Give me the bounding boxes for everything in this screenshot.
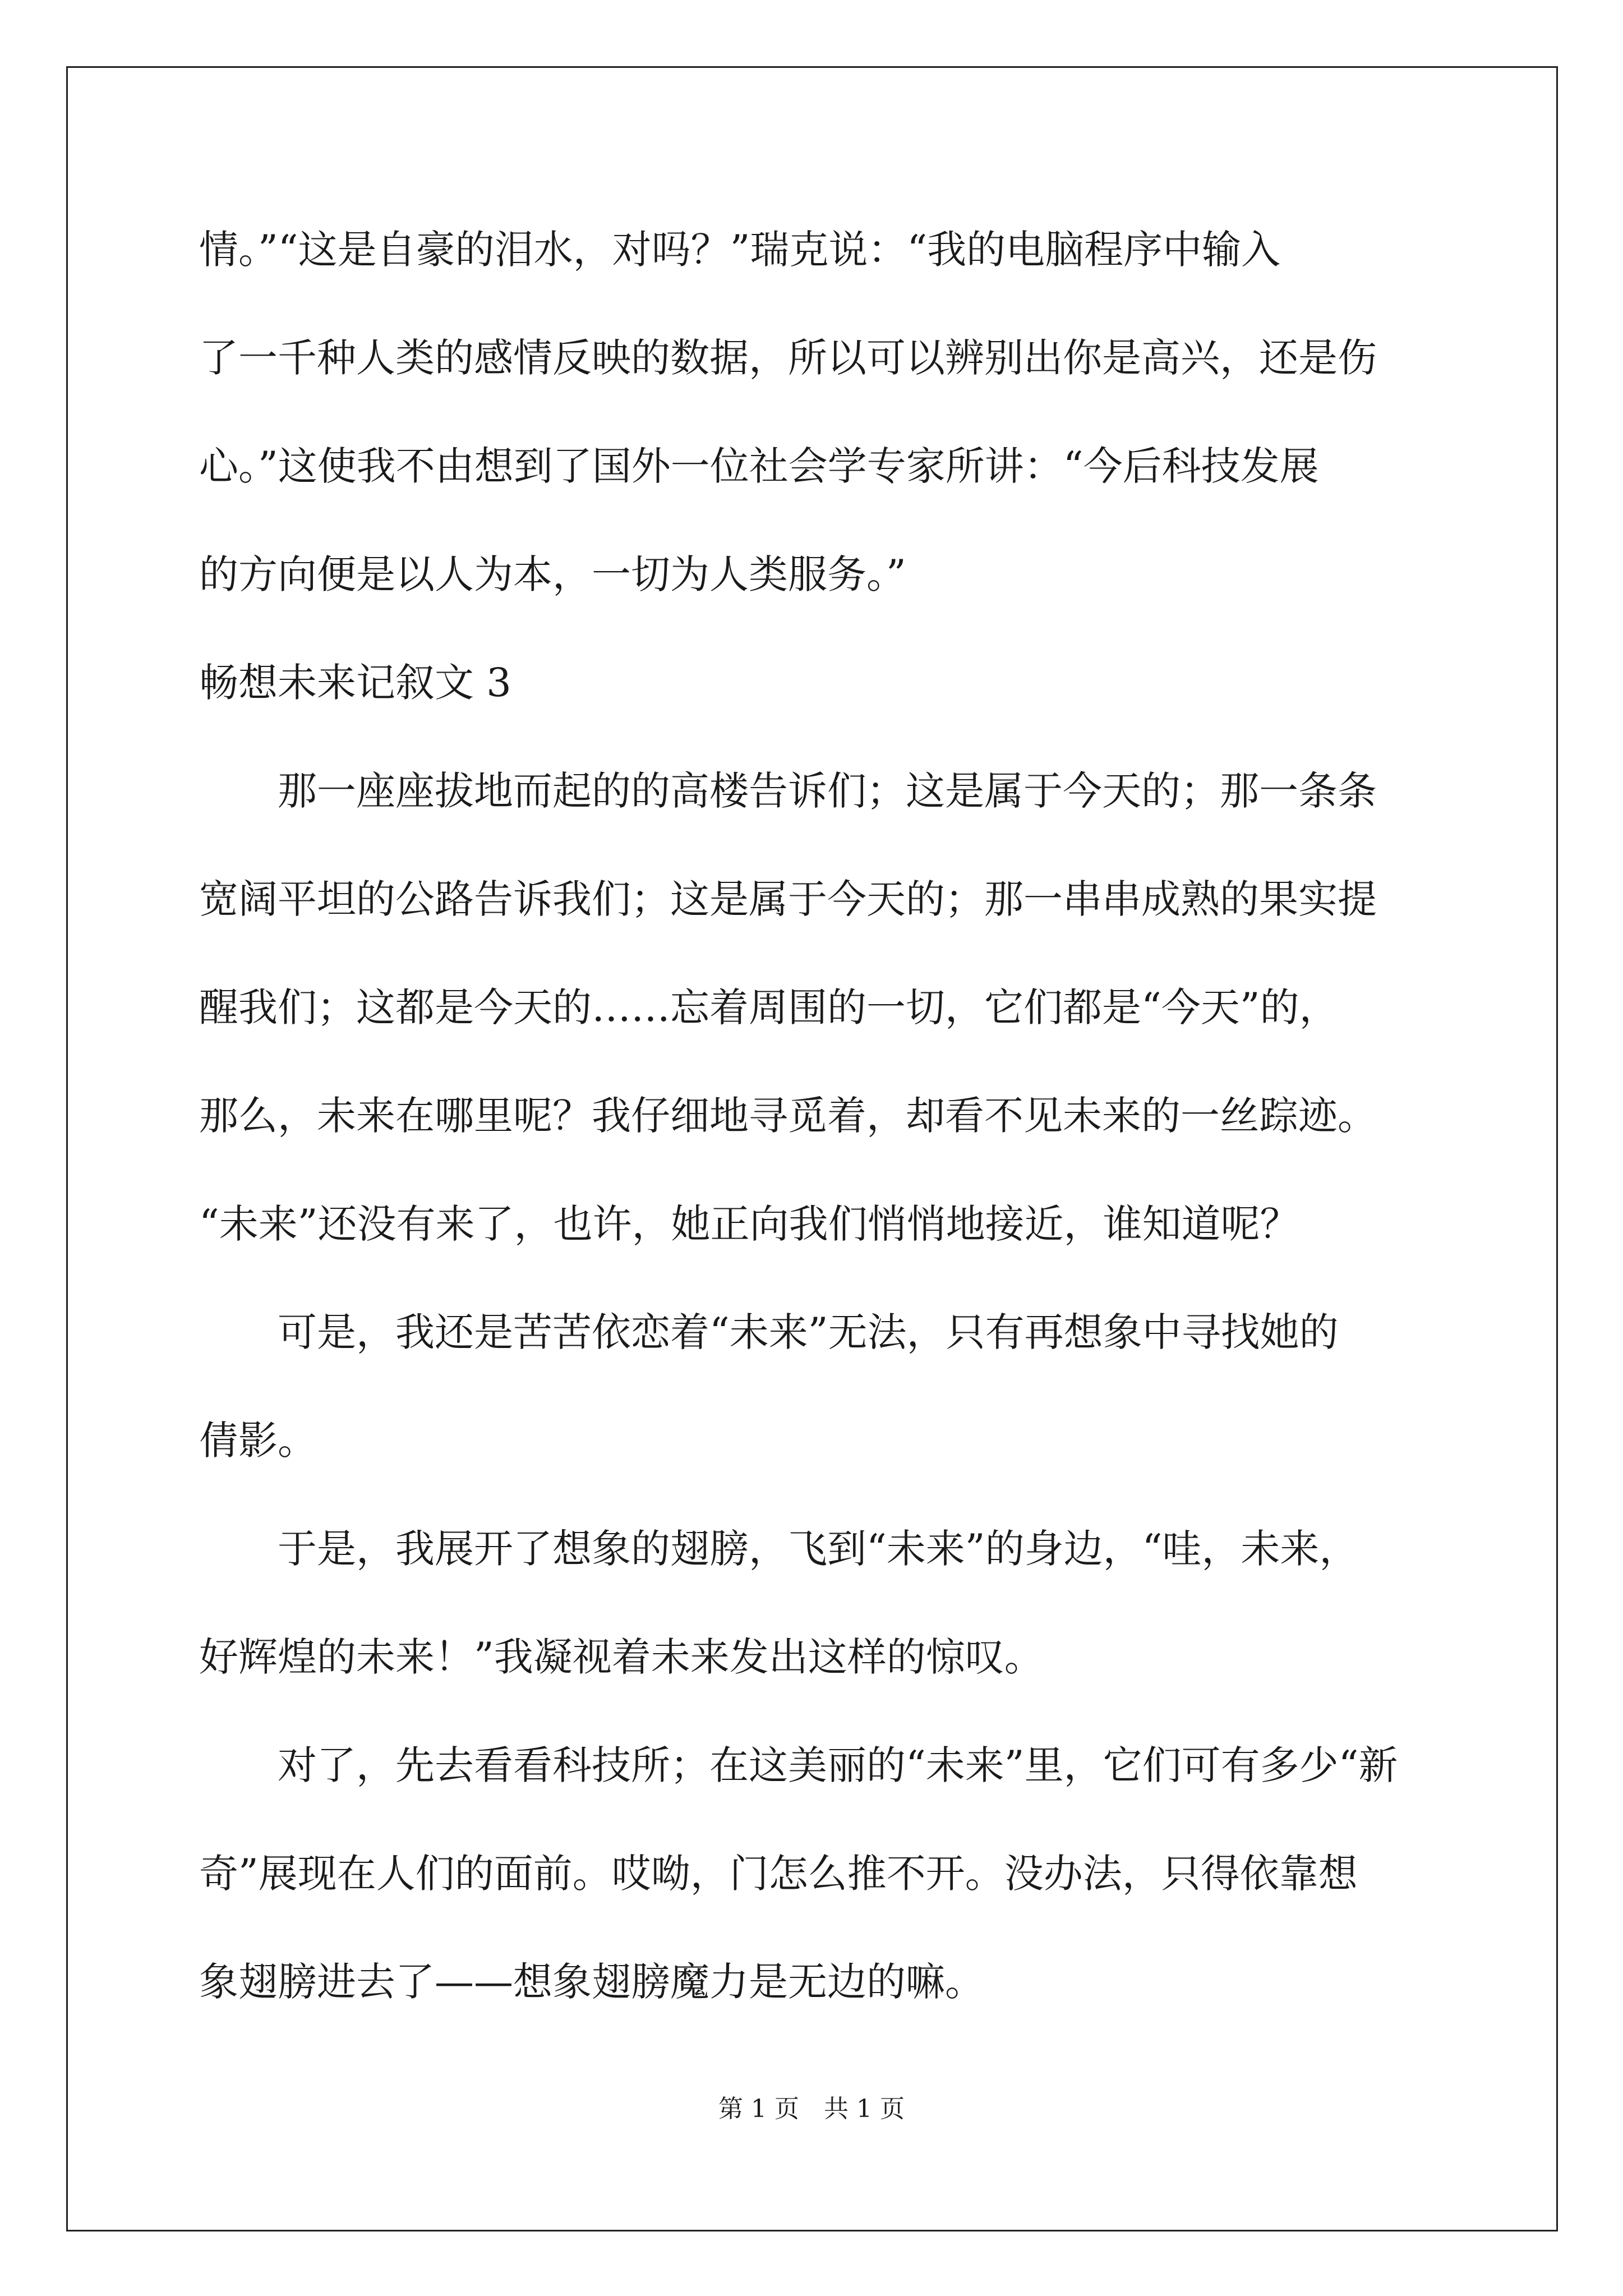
text-line: 对了，先去看看科技所；在这美丽的“未来”里，它们可有多少“新 (199, 1742, 1398, 1788)
text-line: 于是，我展开了想象的翅膀，飞到“未来”的身边，“哇，未来， (199, 1526, 1359, 1572)
text-line: 象翅膀进去了——想象翅膀魔力是无边的嘛。 (199, 1959, 984, 2005)
text-line: 宽阔平坦的公路告诉我们；这是属于今天的；那一串串成熟的果实提 (199, 876, 1377, 922)
section-heading: 畅想未来记叙文 3 (199, 660, 511, 706)
text-line: 了一千种人类的感情反映的数据，所以可以辨别出你是高兴，还是伤 (199, 335, 1377, 381)
text-line: 的方向便是以人为本，一切为人类服务。” (199, 551, 906, 597)
page-footer: 第 1 页 共 1 页 (718, 2095, 905, 2123)
text-line: 醒我们；这都是今天的……忘着周围的一切，它们都是“今天”的， (199, 984, 1339, 1030)
page-border (66, 66, 1558, 2231)
text-line: 那一座座拔地而起的的高楼告诉们；这是属于今天的；那一条条 (199, 768, 1377, 814)
text-line: 可是，我还是苦苦依恋着“未来”无法，只有再想象中寻找她的 (199, 1309, 1339, 1355)
text-line: 情。”“这是自豪的泪水，对吗？”瑞克说：“我的电脑程序中输入 (199, 227, 1281, 273)
text-line: 奇”展现在人们的面前。哎呦，门怎么推不开。没办法，只得依靠想 (199, 1851, 1358, 1897)
text-line: 心。”这使我不由想到了国外一位社会学专家所讲：“今后科技发展 (199, 443, 1319, 489)
text-line: 倩影。 (199, 1418, 317, 1464)
text-line: 那么，未来在哪里呢？我仔细地寻觅着，却看不见未来的一丝踪迹。 (199, 1093, 1377, 1139)
text-line: “未来”还没有来了，也许，她正向我们悄悄地接近，谁知道呢？ (199, 1201, 1299, 1247)
text-line: 好辉煌的未来！”我凝视着未来发出这样的惊叹。 (199, 1634, 1044, 1680)
